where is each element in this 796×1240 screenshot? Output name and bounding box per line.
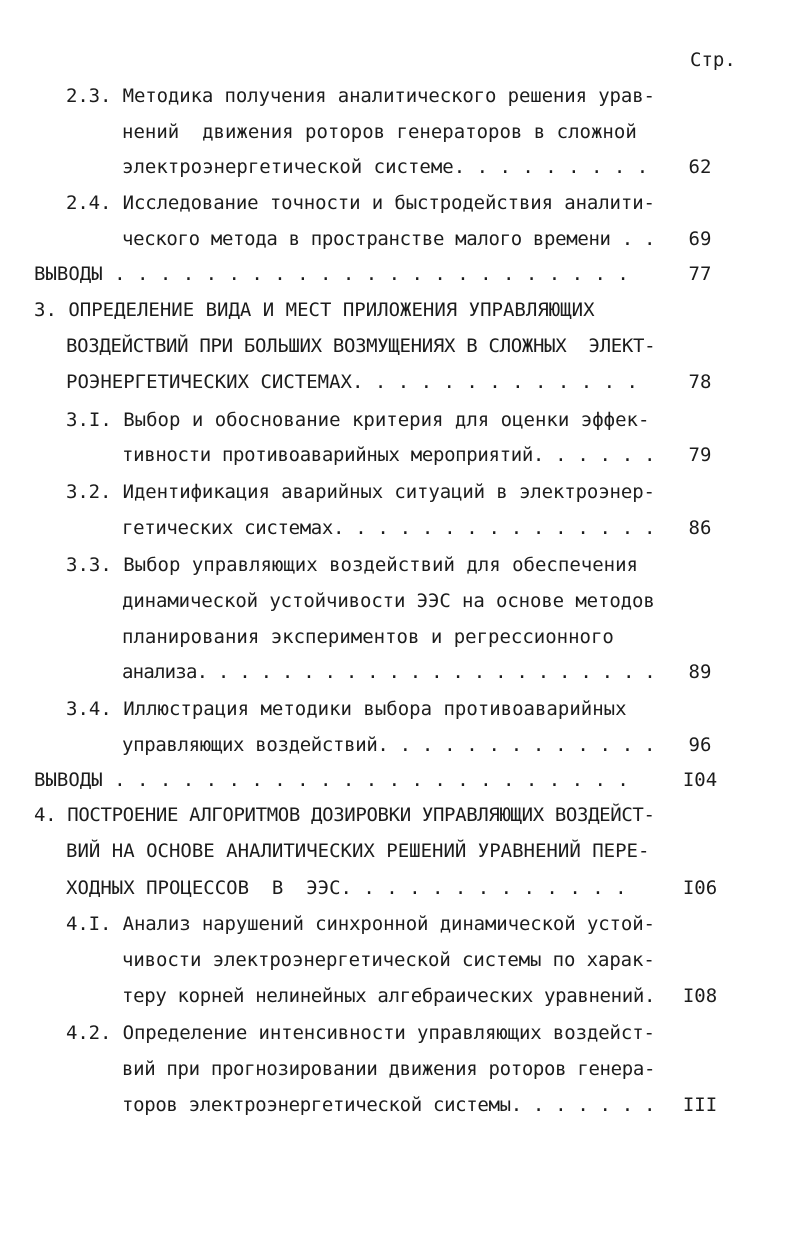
toc-entry-chapter-3-line-1: 3. ОПРЕДЕЛЕНИЕ ВИДА И МЕСТ ПРИЛОЖЕНИЯ УПРАВЛЯЮЩИХ — [34, 299, 595, 321]
toc-entry-4-1-line-1: 4.I. Анализ нарушений синхронной динамической устой- — [66, 913, 655, 935]
toc-entry-3-3-line-2: динамической устойчивости ЭЭС на основе методов — [122, 590, 655, 612]
toc-entry-2-4-line-2: ческого метода в пространстве малого времени . . — [122, 228, 656, 250]
toc-entry-4-2-line-2: вий при прогнозировании движения роторов генера- — [122, 1058, 656, 1080]
toc-entry-4-2-line-1: 4.2. Определение интенсивности управляющих воздейст- — [66, 1022, 655, 1044]
toc-entry-3-3-line-4: анализа. . . . . . . . . . . . . . . . . . . . . . — [122, 661, 655, 683]
toc-entry-2-3-line-3: электроэнергетической системе. . . . . . . . . — [122, 156, 649, 178]
toc-entry-4-2-page: III — [682, 1094, 718, 1116]
toc-entry-conclusions-3-page: I04 — [682, 769, 718, 791]
toc-entry-chapter-4-line-2: ВИЙ НА ОСНОВЕ АНАЛИТИЧЕСКИХ РЕШЕНИЙ УРАВНЕНИЙ ПЕРЕ- — [66, 840, 650, 862]
toc-entry-4-1-line-3: теру корней нелинейных алгебраических уравнений. — [122, 985, 656, 1007]
toc-entry-3-4-page: 96 — [688, 734, 712, 756]
toc-entry-3-3-page: 89 — [688, 661, 712, 683]
toc-entry-3-4-line-1: 3.4. Иллюстрация методики выбора противоаварийных — [66, 698, 627, 720]
toc-entry-2-3-line-1: 2.3. Методика получения аналитического решения урав- — [66, 85, 655, 107]
toc-entry-2-3-line-2: нений движения роторов генераторов в сложной — [122, 121, 637, 143]
toc-entry-3-2-page: 86 — [688, 517, 712, 539]
toc-entry-chapter-3-line-3: РОЭНЕРГЕТИЧЕСКИХ СИСТЕМАХ. . . . . . . . . . . . . — [66, 371, 638, 393]
toc-entry-2-4-line-1: 2.4. Исследование точности и быстродействия аналити- — [66, 192, 655, 214]
toc-entry-conclusions-2-line-1: ВЫВОДЫ . . . . . . . . . . . . . . . . . . . . . . . — [34, 263, 629, 285]
toc-entry-chapter-4-page: I06 — [682, 877, 718, 899]
toc-entry-chapter-3-page: 78 — [688, 371, 712, 393]
toc-entry-3-1-line-2: тивности противоаварийных мероприятий. . . . . . — [122, 444, 656, 466]
toc-entry-chapter-3-line-2: ВОЗДЕЙСТВИЙ ПРИ БОЛЬШИХ ВОЗМУЩЕНИЯХ В СЛОЖНЫХ ЭЛЕКТ- — [66, 335, 656, 357]
toc-entry-3-3-line-3: планирования экспериментов и регрессионного — [122, 626, 614, 648]
toc-entry-4-2-line-3: торов электроэнергетической системы. . . . . . . — [122, 1094, 656, 1116]
toc-entry-3-2-line-1: 3.2. Идентификация аварийных ситуаций в электроэнер- — [66, 481, 655, 503]
toc-entry-3-2-line-2: гетических системах. . . . . . . . . . . . . . . — [122, 517, 656, 539]
toc-entry-chapter-4-line-1: 4. ПОСТРОЕНИЕ АЛГОРИТМОВ ДОЗИРОВКИ УПРАВЛЯЮЩИХ ВОЗДЕЙСТ- — [34, 804, 655, 826]
toc-entry-conclusions-2-page: 77 — [688, 263, 712, 285]
toc-entry-2-3-page: 62 — [688, 156, 712, 178]
toc-entry-chapter-4-line-3: ХОДНЫХ ПРОЦЕССОВ В ЭЭС. . . . . . . . . . . . . — [66, 877, 627, 899]
toc-entry-4-1-line-2: чивости электроэнергетической системы по харак- — [122, 949, 655, 971]
toc-entry-3-4-line-2: управляющих воздействий. . . . . . . . . . . . . — [122, 734, 656, 756]
toc-entry-3-3-line-1: 3.3. Выбор управляющих воздействий для обеспечения — [66, 554, 638, 576]
toc-entry-3-1-page: 79 — [688, 444, 712, 466]
page-column-label: Стр. — [690, 49, 736, 71]
toc-entry-conclusions-3-line-1: ВЫВОДЫ . . . . . . . . . . . . . . . . . . . . . . . — [34, 769, 629, 791]
toc-entry-2-4-page: 69 — [688, 228, 712, 250]
toc-entry-3-1-line-1: 3.I. Выбор и обоснование критерия для оценки эффек- — [66, 409, 650, 431]
toc-entry-4-1-page: I08 — [682, 985, 718, 1007]
